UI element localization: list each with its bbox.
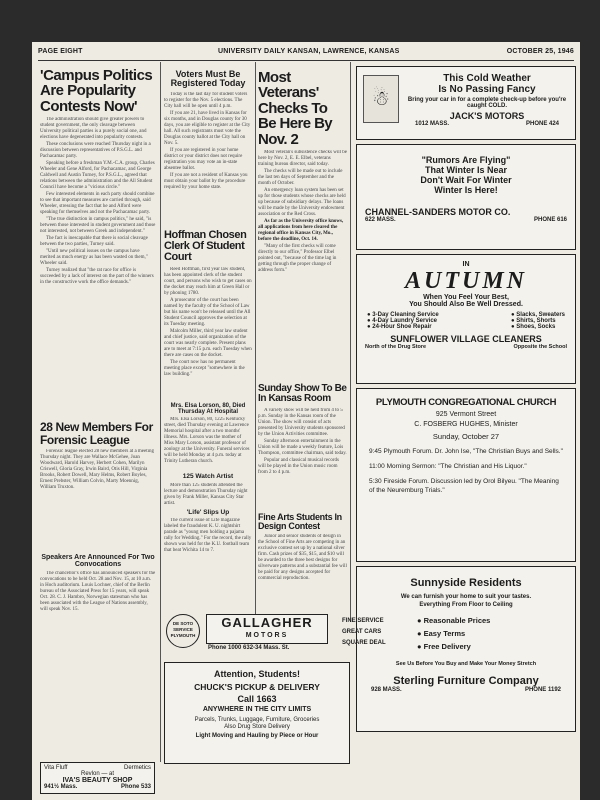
event-item: 11:00 Morning Sermon: "The Christian and His Liquor." [369,463,527,470]
service-item: Slacks, Sweaters [516,312,565,318]
masthead [38,48,574,60]
headline-campus-politics: 'Campus Politics Are Popularity Contests Now' [40,68,153,115]
paragraph: Malcolm Miller, third year law student and chief justice, said organization of the court was nearly complete. Present plans are to meet at 7:15 p.m. each Tuesday when there are cases on the docket. [164,328,252,358]
ad-text: Light Moving and Hauling by Piece or Hour [195,733,319,739]
paragraph: If you are registered in your home district or your district does not require registration you may vote an in-state absentee ballot. [164,147,243,171]
ad-feature: FINE SERVICE [342,618,384,624]
paragraph: Sunday afternoon entertainment in the Union will be made a weekly feature, Lois Thompson, committee chairman, said today. [258,438,347,456]
ad-chucks-pickup [164,662,350,764]
ad-feature: SQUARE DEAL [342,640,386,646]
issue-date: OCTOBER 25, 1946 [506,48,574,55]
service-item: 3-Day Cleaning Service [372,312,439,318]
paragraph: Turney realized that "the rat race for office is succeeded by a lack of interest on the part of the winners in the constructive work the office demands." [40,268,154,286]
ad-sunflower-cleaners: IN AUTUMN When You Feel Your Best, You Should Also Be Well Dressed. ● 3-Day Cleaning Service ● 4-Day Laundry Service ● 24-Hour Shoe Repair ● Slacks, Sweaters ● Shirts, Shorts ● Shoes, Socks SUNFLOWER VILLAGE CLEANERS North of the Drug Store Opposite the School [356,254,576,384]
ad-text: C. FOSBERG HUGHES, Minister [414,421,518,428]
headline-voters: Voters Must Be Registered Today [170,70,246,89]
ad-text: You Should Also Be Well Dressed. [409,301,523,308]
paragraph: The fact is inescapable that there is social cleavage between the two parties, Turney said. [40,236,148,248]
ad-headline: This Cold Weather [443,73,531,84]
ad-text: Everything From Floor to Ceiling [419,602,513,608]
ad-business-name: CHANNEL-SANDERS MOTOR CO. [365,207,511,217]
paragraph: A variety show will be held from 4 to 5 p.m. Sunday in the Kansas room of the Union. The show will consist of acts presented by University students sponsored by the Union Activities committee. [258,407,345,437]
ad-feature: GREAT CARS [342,629,382,635]
paragraph: The court now has no permanent meeting place except "somewhere in the law building." [164,359,245,377]
event-item: 9:45 Plymouth Forum. Dr. John Ise, "The Christian Buys and Sells." [369,448,563,455]
page-number: PAGE EIGHT [38,48,83,55]
headline-veterans: Most Veterans' Checks To Be Here By Nov. 2 [258,70,333,148]
ad-text: IN [462,261,470,268]
ad-channel-sanders [356,144,576,250]
paragraph: The current issue of Life magazine labeled the fraudulent K. U. nightshirt parade as "young men holding a pajama rally for Wedding." For the record, the rally shown was held for the K.U. football team that beat Wichita 14 to 7. [164,518,252,554]
paragraph: Reed Hoffman, first year law student, has been appointed clerk of the student court, and persons who wish to get cases on the docket may reach him at Green Hall or by phoning 1780. [164,266,252,296]
snowman-icon: ☃ [363,75,399,123]
paragraph: The checks will be made out to include the last ten days of September and the month of October. [258,169,343,187]
ad-address: 925 Vermont Street [435,411,497,418]
article-fine-arts [258,534,347,605]
ad-business-name: GALLAGHER [221,615,313,630]
column-rule [160,62,161,762]
ad-text: Revlon — at [80,771,114,777]
ad-address: 928 MASS. [371,687,402,693]
ad-business-name: SUNFLOWER VILLAGE CLEANERS [390,334,542,344]
masthead-rule [38,60,574,61]
ad-headline: That Winter Is Near [425,165,507,175]
ad-business-name: PLYMOUTH CONGREGATIONAL CHURCH [375,397,557,408]
ad-phone: PHONE 616 [533,217,567,223]
paragraph: Mrs. Elsa Lorson, 80, 1225 Kentucky street, died Thursday evening at Lawrence Memorial hospital after a two months' illness. Mrs. Lorson was the mother of Miss Mary Lorson, assistant professor of zoology at the University. Funeral services will be held Monday at 4 p.m. today at Trinity Lutheran church. [164,416,250,464]
ad-phone: PHONE 424 [525,121,559,127]
headline-speakers: Speakers Are Announced For Two Convocations [41,554,155,569]
service-item: Shirts, Shorts [516,318,556,324]
ad-sterling-furniture: Sunnyside Residents We can furnish your home to suit your tastes. Everything From Floor to Ceiling ● Reasonable Prices ● Easy Terms ● Free Delivery See Us Before You Buy and Make Your Money Stretch Sterling Furniture Company 928 MASS. PHONE 1192 [356,566,576,732]
ad-feature: Free Delivery [423,642,471,651]
paragraph: The administration should give greater powers to student government, the only cleavage between University political parties is a purely social one, and elections have degenerated into popularity contests. [40,117,147,141]
paragraph: A prosecutor of the court has been named by the faculty of the School of Law but his name won't be released until the All Student Council approves the selection at its Tuesday meeting. [164,297,251,327]
ad-phone: Phone 533 [120,784,151,790]
ad-text: Also Drug Store Delivery [224,724,290,730]
paper-name: UNIVERSITY DAILY KANSAN, LAWRENCE, KANSAS [218,48,400,55]
ad-business-name: Sterling Furniture Company [393,675,539,687]
paragraph: Popular and classical musical records will be played in the Union music room from 2 to 4 p.m. [258,457,339,475]
paragraph: Most veteran's subsistence checks will be here by Nov. 2, E. E. Elbel, veterans training bureau director, said today. [258,150,347,168]
event-item: 5:30 Fireside Forum. Discussion led by Orol Bilyeu. "The Meaning of the Neuremburg Trials." [369,478,559,494]
newspaper-page [32,42,580,800]
paragraph: These conclusions were reached Thursday night in a discussion between representatives of P.S.G.L. and Pachacamac party. [40,142,151,160]
gallagher-logo [206,614,328,644]
ad-headline: AUTUMN [404,268,527,294]
ad-feature: Reasonable Prices [423,616,491,625]
headline-fine-arts: Fine Arts Students In Design Contest [258,511,342,532]
paragraph: An emergency loan system has been set up for those students whose checks are held up because of subsidiary delays. The loans will be made by the University endowment association or the Red Cross. [258,188,346,218]
ad-business-name: CHUCK'S PICKUP & DELIVERY [194,682,320,692]
ad-headline: Winter Is Here! [434,185,498,195]
paragraph: Junior and senior students of design in the School of Fine Arts are competing in an exclusive contest set up by a national silver firm. Cash prizes of $35, $15, and $10 will be awarded to the three best designs for silverware patterns and a substantial fee will be paid for any designs accepted for commercial reproduction. [258,534,347,582]
ad-text: When You Feel Your Best, [423,294,509,301]
ad-address: 941½ Mass. [44,784,78,790]
ad-text: ANYWHERE IN THE CITY LIMITS [202,706,312,713]
ad-address: North of the Drug Store [365,344,427,350]
column-3 [258,70,347,605]
ad-gallagher-motors [164,610,424,658]
ad-phone: PHONE 1192 [524,687,561,693]
headline-sunday-show: Sunday Show To Be In Kansas Room [258,383,347,405]
ad-phone: Call 1663 [237,694,277,704]
article-artist [164,483,252,507]
service-item: 4-Day Laundry Service [372,318,437,324]
article-voters [164,92,252,224]
article-life [164,518,252,566]
ad-phone: Phone 1000 632-34 Mass. St. [208,645,290,651]
paragraph: More than 125 students attended the lecture and demonstration Thursday night given by Frank Miller, Kansas City Star artist. [164,482,248,506]
ad-address: 1012 MASS. [415,121,450,127]
headline-life: 'Life' Slips Up [186,508,230,516]
article-hoffman [164,267,252,399]
article-speakers [40,571,156,635]
article-campus-politics [40,117,156,413]
ad-address: 622 MASS. [365,217,396,223]
column-1 [40,68,156,798]
ad-text: Vita Fluff [44,765,68,771]
ad-shop-name: IVA'S BEAUTY SHOP [62,777,133,784]
column-2 [164,70,252,605]
headline-forensic-league: 28 New Members For Forensic League [40,420,153,447]
paragraph: Today is the last day for student voters to register for the Nov. 5 elections. The City hall will be open until 4 p.m. [164,91,248,109]
paragraph: Forensic league elected 28 new members at a meeting Thursday night. They are Wallace McGehee, Joan Woodward, Harold Harvey, Herbert Cohen, Marilyn Criswell, Gloria Gray, Irwin Baird, Otis Hill, Virginia Brooks, Robert Dowell, Mary Helms, Robert Boyles, Ernest Prebster, William Colvin, Marty Moennig, William Truxton. [40,449,155,491]
paragraph: As far as the University office knows, all applications from here cleared the regional office in Kansas City, Mo., before the deadline, Oct. 14. [258,219,344,243]
badge-text: DE SOTO SERVICE PLYMOUTH [170,621,196,638]
paragraph: "The true distinction in campus politics," he said, "is between those interested in student government and those not interested, not between Greek and independent." [40,217,156,235]
ad-headline: Is No Passing Fancy [438,84,536,95]
article-sunday-show [258,408,347,508]
ad-text: Sunday, October 27 [432,432,500,441]
ad-business-name: JACK'S MOTORS [449,111,525,121]
headline-lorson: Mrs. Elsa Lorson, 80, Died Thursday At Hospital [170,402,246,415]
headline-hoffman: Hoffman Chosen Clerk Of Student Court [164,228,247,264]
paragraph: Few interested elements in each party should combine to see that important measures are carried through, said Wheeler, stressing the fact that he and Alford were speaking for themselves and not the Pachacamac party. [40,192,155,216]
paragraph: If you are 21, have lived in Kansas for six months, and in Douglas county for 30 days, you are eligible to register at the City hall. All such registrants must vote the Douglas county ballot at the City hall on Nov. 5. [164,110,251,146]
ad-text: Bring your car in for a complete check-up before you're caught COLD. [407,97,567,109]
paragraph: "Many of the first checks will come directly to our office," Professor Elbel pointed out, "because of the time lag in getting through the proper change of address form." [258,244,337,274]
service-item: 24-Hour Shoe Repair [372,324,432,330]
ad-text: We can furnish your home to suit your tastes. [400,594,532,600]
ad-text: See Us Before You Buy and Make Your Money Stretch [395,661,537,667]
ad-address: Opposite the School [513,344,567,350]
headline-artist: 125 Watch Artist [182,472,234,480]
paragraph: If you are not a resident of Kansas you must obtain your ballot by the procedure required by your home state. [164,172,248,190]
ad-text: Dermetics [123,765,151,771]
paragraph: "Until new political issues on the campus have merited as much energy as has been wasted on them," Wheeler said. [40,249,148,267]
paragraph: The chancellor's office has announced speakers for the convocations to be held Oct. 28 and Nov. 15, at 10 a.m. in Hoch auditorium. Louis Lochner, chief of the Berlin bureau of the Associated Press for 15 years, will speak Oct. 28. C. J. Hambro, Norwegian statesman who has been associated with the League of Nations assembly, will speak Nov. 15. [40,571,156,613]
ad-text: Parcels, Trunks, Luggage, Furniture, Groceries [194,717,320,723]
ad-headline: "Rumors Are Flying" [421,155,511,165]
paragraph: Speaking before a freshman Y.M.-C.A. group, Charles Wheeler and Gene Alford, for Pachacamac, and George Caldwell and Austin Turney, for P.S.G.L., agreed that relations between the administration and the All Student Council have become a "vicious circle." [40,161,155,191]
article-lorson [164,417,252,471]
service-item: Shoes, Socks [516,324,556,330]
ad-headline: Attention, Students! [214,669,300,679]
ad-headline: Don't Wait For Winter [420,175,512,185]
ad-feature: Easy Terms [423,629,466,638]
column-rule [255,62,256,622]
desoto-badge-icon [166,614,200,648]
ad-headline: Sunnyside Residents [410,577,522,589]
ad-jacks-motors [356,66,576,140]
article-veterans [258,150,347,380]
article-forensic-league [40,449,156,549]
ad-text: MOTORS [245,632,289,639]
ad-plymouth-church [356,388,576,562]
ad-ivas-beauty-shop [40,762,155,794]
column-rule [350,62,351,622]
